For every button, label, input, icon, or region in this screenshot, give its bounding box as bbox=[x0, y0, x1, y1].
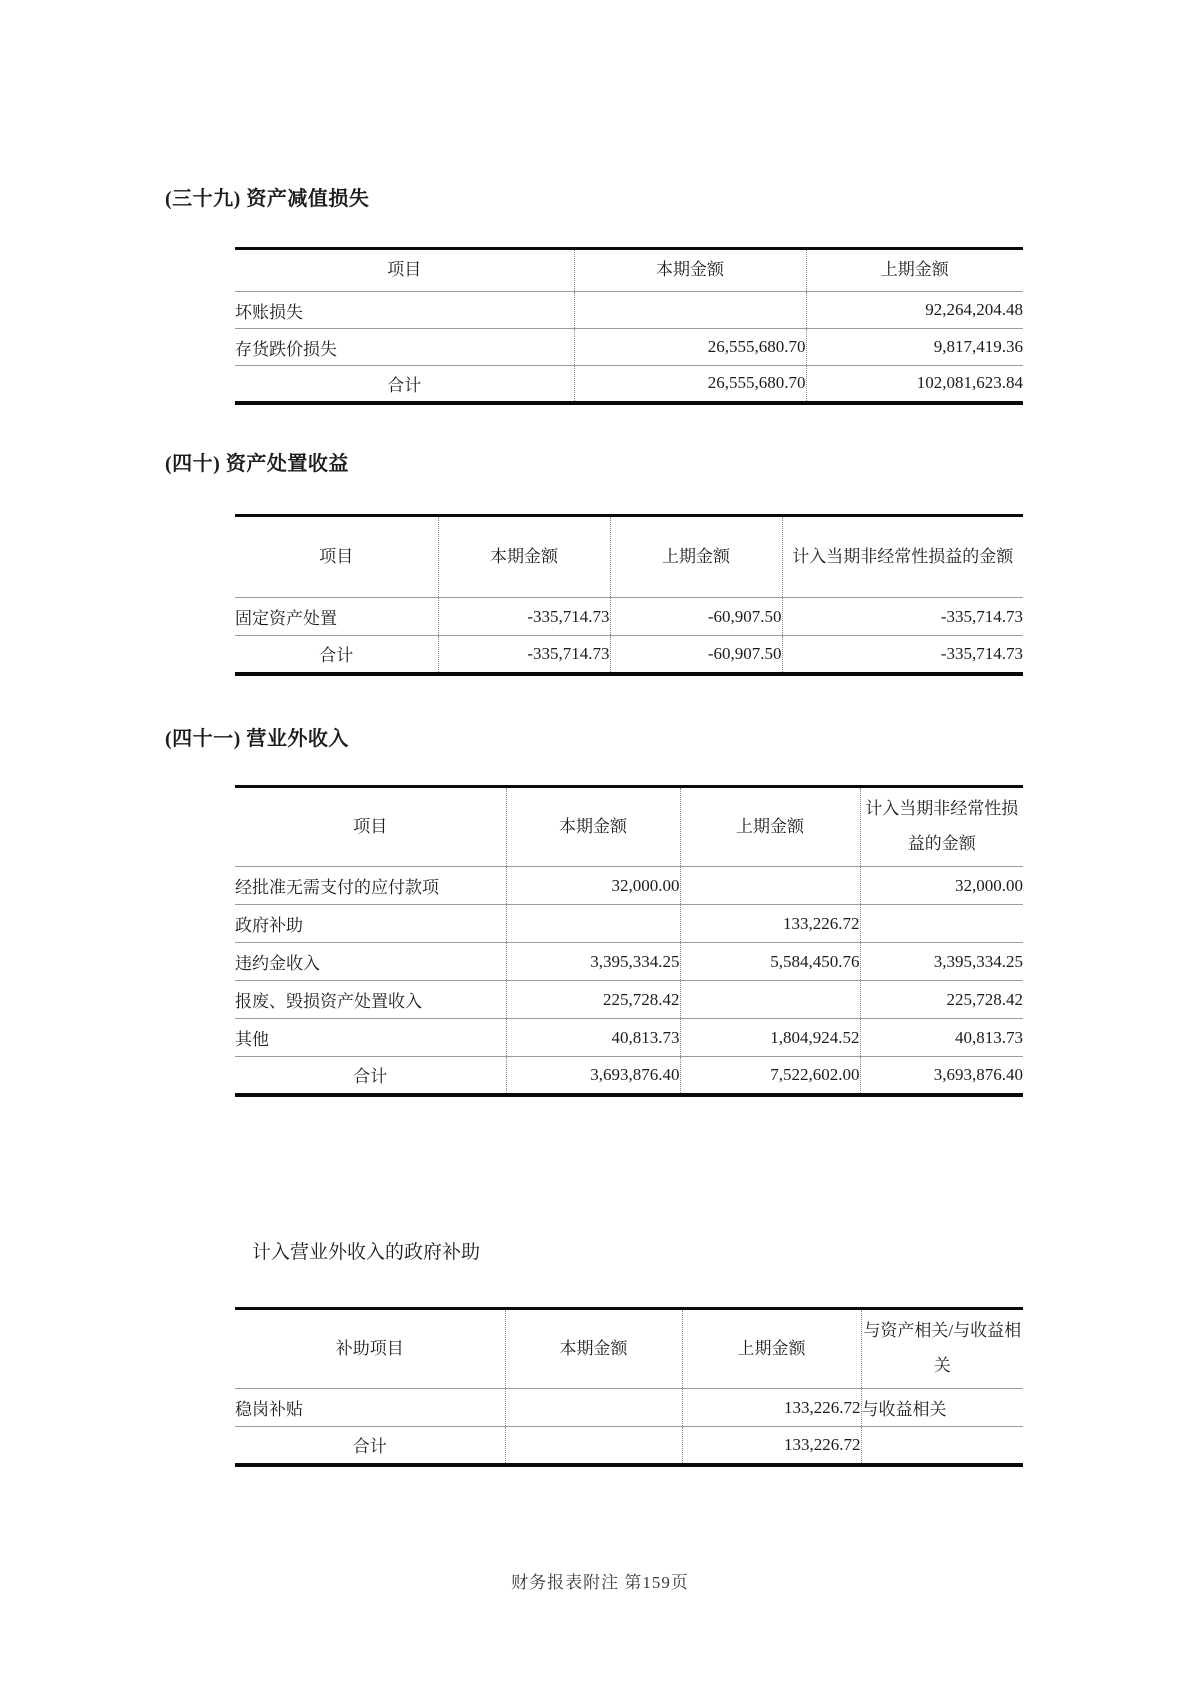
government-grant-subheading: 计入营业外收入的政府补助 bbox=[252, 1242, 481, 1263]
header-item: 项目 bbox=[235, 787, 506, 867]
amount-cell: 133,226.72 bbox=[680, 905, 860, 943]
amount-cell: -60,907.50 bbox=[610, 598, 782, 636]
header-prior-amount: 上期金额 bbox=[682, 1309, 861, 1389]
government-grant-table bbox=[235, 1307, 1023, 1467]
amount-cell: -335,714.73 bbox=[438, 636, 610, 674]
amount-cell: 32,000.00 bbox=[506, 867, 680, 905]
amount-cell: 92,264,204.48 bbox=[806, 292, 1023, 329]
amount-cell: 26,555,680.70 bbox=[574, 366, 806, 403]
header-current-amount: 本期金额 bbox=[574, 249, 806, 292]
amount-cell: -335,714.73 bbox=[438, 598, 610, 636]
row-label: 稳岗补贴 bbox=[235, 1389, 505, 1427]
header-current-amount: 本期金额 bbox=[438, 516, 610, 598]
amount-cell bbox=[505, 1427, 682, 1465]
amount-cell bbox=[505, 1389, 682, 1427]
total-row bbox=[235, 366, 1023, 403]
table-header-row bbox=[235, 249, 1023, 292]
total-row bbox=[235, 1427, 1023, 1465]
total-row bbox=[235, 636, 1023, 674]
table-row bbox=[235, 981, 1023, 1019]
header-item: 项目 bbox=[235, 249, 574, 292]
total-label: 合计 bbox=[352, 1437, 387, 1457]
table-row bbox=[235, 292, 1023, 329]
page-footer: 财务报表附注 第159页 bbox=[511, 1573, 689, 1592]
amount-cell: 3,395,334.25 bbox=[860, 943, 1023, 981]
header-item: 项目 bbox=[235, 516, 438, 598]
header-prior-amount: 上期金额 bbox=[680, 787, 860, 867]
amount-cell bbox=[506, 905, 680, 943]
amount-cell: 3,693,876.40 bbox=[506, 1057, 680, 1095]
total-label: 合计 bbox=[387, 375, 422, 395]
amount-cell bbox=[860, 905, 1023, 943]
amount-cell bbox=[574, 292, 806, 329]
amount-cell bbox=[680, 867, 860, 905]
table-row bbox=[235, 329, 1023, 366]
table-header-row bbox=[235, 787, 1023, 867]
relation-cell: 与收益相关 bbox=[861, 1389, 1023, 1427]
header-grant-item: 补助项目 bbox=[235, 1309, 505, 1389]
row-label: 违约金收入 bbox=[235, 943, 506, 981]
row-label: 固定资产处置 bbox=[235, 598, 438, 636]
section-41-heading: (四十一) 营业外收入 bbox=[165, 728, 349, 750]
amount-cell: 40,813.73 bbox=[506, 1019, 680, 1057]
amount-cell: 26,555,680.70 bbox=[574, 329, 806, 366]
amount-cell: 133,226.72 bbox=[682, 1389, 861, 1427]
row-label: 政府补助 bbox=[235, 905, 506, 943]
table-header-row bbox=[235, 1309, 1023, 1389]
table-row bbox=[235, 1019, 1023, 1057]
row-label: 其他 bbox=[235, 1019, 506, 1057]
table-row bbox=[235, 905, 1023, 943]
relation-cell bbox=[861, 1427, 1023, 1465]
amount-cell: 7,522,602.00 bbox=[680, 1057, 860, 1095]
amount-cell: 225,728.42 bbox=[860, 981, 1023, 1019]
header-asset-or-income-related: 与资产相关/与收益相关 bbox=[861, 1309, 1023, 1389]
amount-cell: -335,714.73 bbox=[782, 636, 1023, 674]
amount-cell: 1,804,924.52 bbox=[680, 1019, 860, 1057]
header-prior-amount: 上期金额 bbox=[610, 516, 782, 598]
header-nonrecurring-amount: 计入当期非经常性损益的金额 bbox=[782, 516, 1023, 598]
amount-cell: 40,813.73 bbox=[860, 1019, 1023, 1057]
asset-impairment-table bbox=[235, 247, 1023, 405]
amount-cell: 9,817,419.36 bbox=[806, 329, 1023, 366]
amount-cell: 32,000.00 bbox=[860, 867, 1023, 905]
total-label: 合计 bbox=[353, 1067, 388, 1087]
asset-disposal-table bbox=[235, 514, 1023, 676]
table-row bbox=[235, 867, 1023, 905]
amount-cell bbox=[680, 981, 860, 1019]
amount-cell: 3,693,876.40 bbox=[860, 1057, 1023, 1095]
row-label: 经批准无需支付的应付款项 bbox=[235, 867, 506, 905]
row-label: 存货跌价损失 bbox=[235, 329, 574, 366]
amount-cell: 3,395,334.25 bbox=[506, 943, 680, 981]
amount-cell: 5,584,450.76 bbox=[680, 943, 860, 981]
header-prior-amount: 上期金额 bbox=[806, 249, 1023, 292]
table-row bbox=[235, 943, 1023, 981]
row-label: 报废、毁损资产处置收入 bbox=[235, 981, 506, 1019]
header-current-amount: 本期金额 bbox=[505, 1309, 682, 1389]
row-label: 坏账损失 bbox=[235, 292, 574, 329]
header-nonrecurring-amount: 计入当期非经常性损益的金额 bbox=[860, 787, 1023, 867]
total-label: 合计 bbox=[319, 646, 354, 666]
table-row bbox=[235, 598, 1023, 636]
table-header-row bbox=[235, 516, 1023, 598]
amount-cell: -60,907.50 bbox=[610, 636, 782, 674]
table-row bbox=[235, 1389, 1023, 1427]
section-40-heading: (四十) 资产处置收益 bbox=[165, 453, 349, 475]
header-current-amount: 本期金额 bbox=[506, 787, 680, 867]
amount-cell: 102,081,623.84 bbox=[806, 366, 1023, 403]
section-39-heading: (三十九) 资产减值损失 bbox=[165, 188, 370, 210]
total-row bbox=[235, 1057, 1023, 1095]
non-operating-income-table bbox=[235, 785, 1023, 1097]
amount-cell: 133,226.72 bbox=[682, 1427, 861, 1465]
amount-cell: -335,714.73 bbox=[782, 598, 1023, 636]
amount-cell: 225,728.42 bbox=[506, 981, 680, 1019]
